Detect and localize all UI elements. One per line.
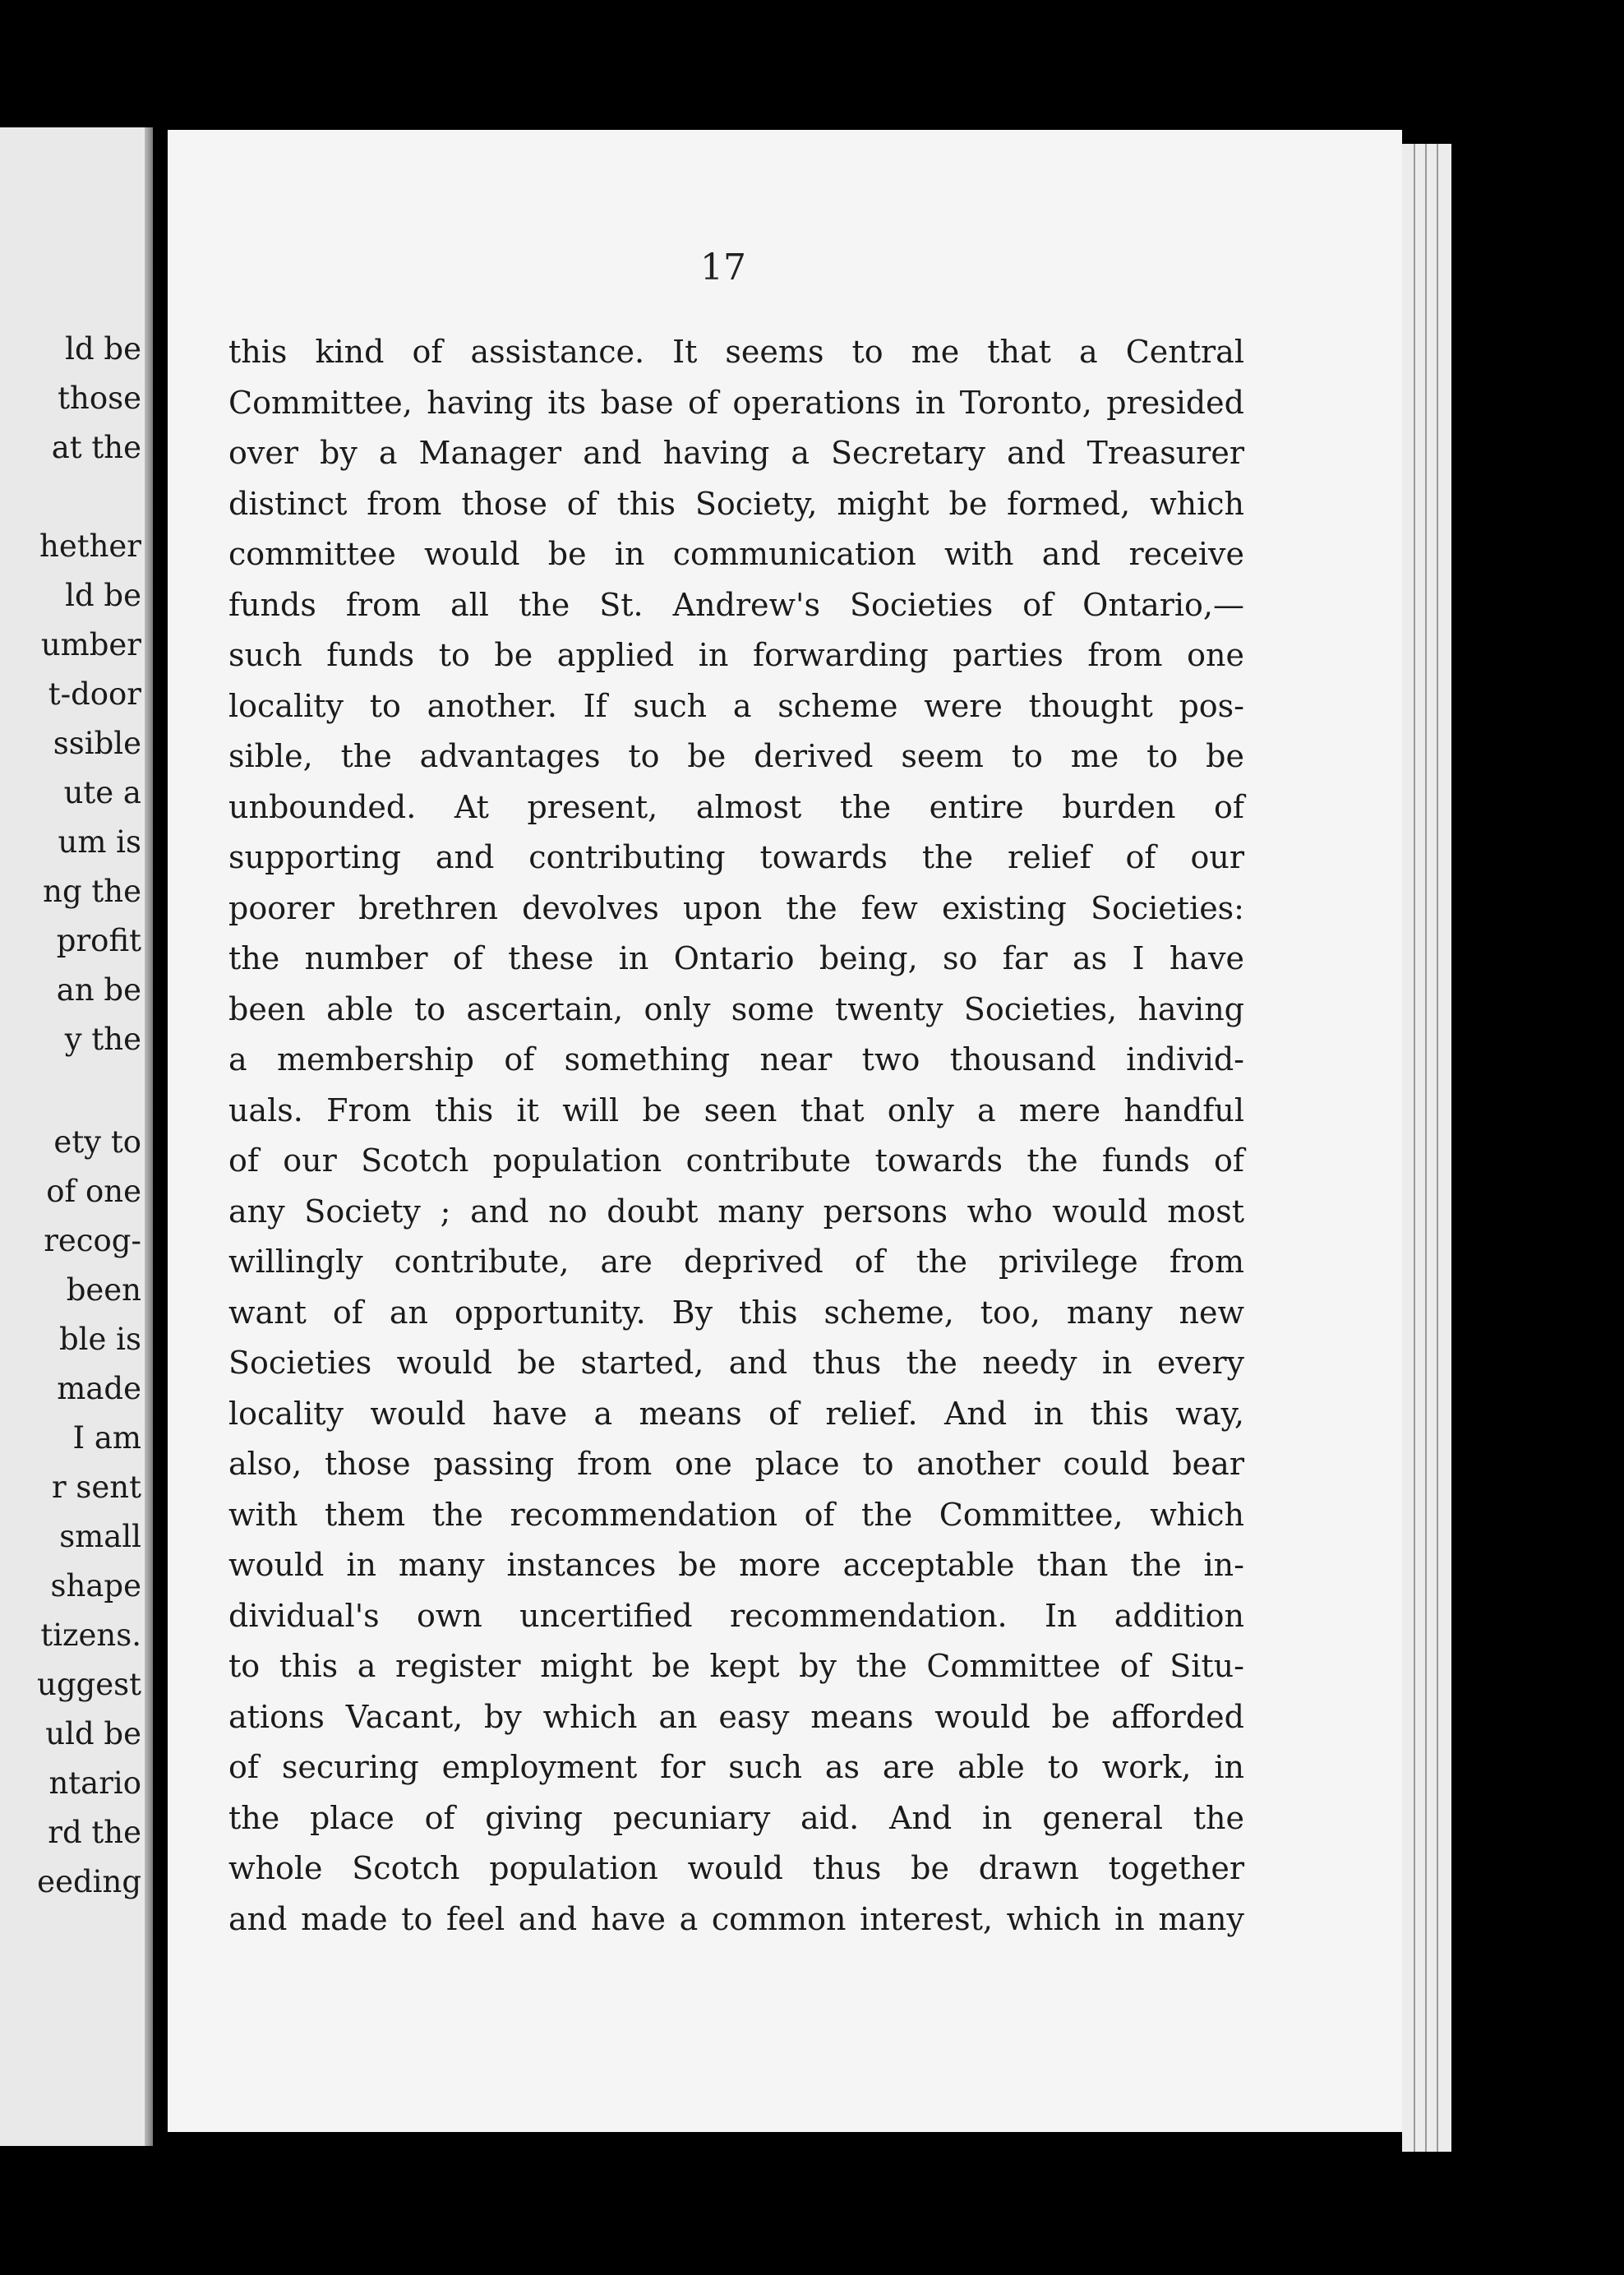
text-line: Committee, having its base of operations in Toronto, presided xyxy=(228,384,1244,421)
text-line: ations Vacant, by which an easy means would be afforded xyxy=(228,1698,1244,1735)
text-line: Societies would be started, and thus the needy in every xyxy=(228,1345,1244,1381)
left-page-line: ble is xyxy=(59,1322,141,1357)
left-page-line: uld be xyxy=(45,1716,141,1751)
left-page-line: umber xyxy=(40,627,141,662)
left-page-line: ety to xyxy=(53,1124,141,1160)
left-page-line: y the xyxy=(64,1022,141,1057)
left-page-line: ute a xyxy=(63,775,141,810)
left-page-line: been xyxy=(66,1272,141,1308)
text-line: any Society ; and no doubt many persons who would most xyxy=(228,1193,1244,1230)
page-edges xyxy=(1402,144,1451,2152)
left-page-line: ntario xyxy=(48,1765,141,1801)
text-line: over by a Manager and having a Secretary and Treasurer xyxy=(228,435,1244,471)
left-page-line: rd the xyxy=(48,1815,141,1850)
text-line: locality would have a means of relief. And in this way, xyxy=(228,1395,1244,1432)
text-line: such funds to be applied in forwarding parties from one xyxy=(228,637,1244,673)
text-line: uals. From this it will be seen that only a mere handful xyxy=(228,1091,1244,1128)
left-page-line: ng the xyxy=(43,874,141,909)
text-line: the place of giving pecuniary aid. And in general the xyxy=(228,1799,1244,1836)
left-page-line: ssible xyxy=(53,726,141,761)
left-page-line: shape xyxy=(50,1568,141,1604)
text-line: been able to ascertain, only some twenty Societies, having xyxy=(228,990,1244,1027)
text-line: the number of these in Ontario being, so far as I have xyxy=(228,940,1244,976)
left-page-line: ld be xyxy=(65,578,141,613)
text-line: poorer brethren devolves upon the few existing Societies: xyxy=(228,889,1244,926)
text-line: unbounded. At present, almost the entire burden of xyxy=(228,788,1244,825)
left-page-line: um is xyxy=(58,824,141,860)
left-page-line: of one xyxy=(46,1174,141,1209)
text-line: of our Scotch population contribute towards the funds of xyxy=(228,1142,1244,1179)
left-page-line: at the xyxy=(51,430,141,465)
body-text xyxy=(228,327,1244,1945)
text-line: locality to another. If such a scheme were thought pos- xyxy=(228,687,1244,724)
text-line: supporting and contributing towards the relief of our xyxy=(228,839,1244,875)
text-line: a membership of something near two thousand individ- xyxy=(228,1041,1244,1078)
page-number: 17 xyxy=(700,247,746,288)
left-page-line: eeding xyxy=(37,1864,141,1899)
page-edge-layer xyxy=(1425,144,1438,2152)
text-line: dividual's own uncertified recommendation. In addition xyxy=(228,1597,1244,1634)
text-line: committee would be in communication with and receive xyxy=(228,536,1244,572)
left-page-line: profit xyxy=(56,923,141,958)
left-page-line: made xyxy=(57,1371,141,1406)
text-line: willingly contribute, are deprived of the privilege from xyxy=(228,1244,1244,1280)
left-page-line: uggest xyxy=(37,1667,141,1702)
text-line: distinct from those of this Society, might be formed, which xyxy=(228,485,1244,522)
gutter xyxy=(153,115,168,2162)
left-page-line: I am xyxy=(72,1420,141,1456)
text-line: sible, the advantages to be derived seem to me to be xyxy=(228,738,1244,774)
left-page-line: an be xyxy=(56,972,141,1008)
text-line: funds from all the St. Andrew's Societies of Ontario,— xyxy=(228,586,1244,623)
book-binding xyxy=(145,127,153,2146)
text-line: want of an opportunity. By this scheme, too, many new xyxy=(228,1294,1244,1331)
text-line: and made to feel and have a common interest, which in many xyxy=(228,1900,1244,1937)
text-line: whole Scotch population would thus be drawn together xyxy=(228,1850,1244,1886)
left-page-line: ld be xyxy=(65,331,141,367)
left-page-line: hether xyxy=(39,528,141,564)
text-line: of securing employment for such as are able to work, in xyxy=(228,1749,1244,1785)
left-page-line: small xyxy=(59,1519,141,1554)
left-page-line: t-door xyxy=(48,676,141,712)
left-facing-page xyxy=(0,127,153,2146)
left-page-line: those xyxy=(58,381,141,416)
text-line: to this a register might be kept by the Committee of Situ- xyxy=(228,1648,1244,1684)
left-page-line: tizens. xyxy=(40,1617,141,1653)
text-line: would in many instances be more acceptable than the in- xyxy=(228,1547,1244,1583)
left-page-line: recog- xyxy=(44,1223,141,1258)
left-page-line: r sent xyxy=(51,1470,141,1505)
text-line: this kind of assistance. It seems to me that a Central xyxy=(228,334,1244,370)
text-line: with them the recommendation of the Committee, which xyxy=(228,1496,1244,1533)
text-line: also, those passing from one place to another could bear xyxy=(228,1446,1244,1482)
